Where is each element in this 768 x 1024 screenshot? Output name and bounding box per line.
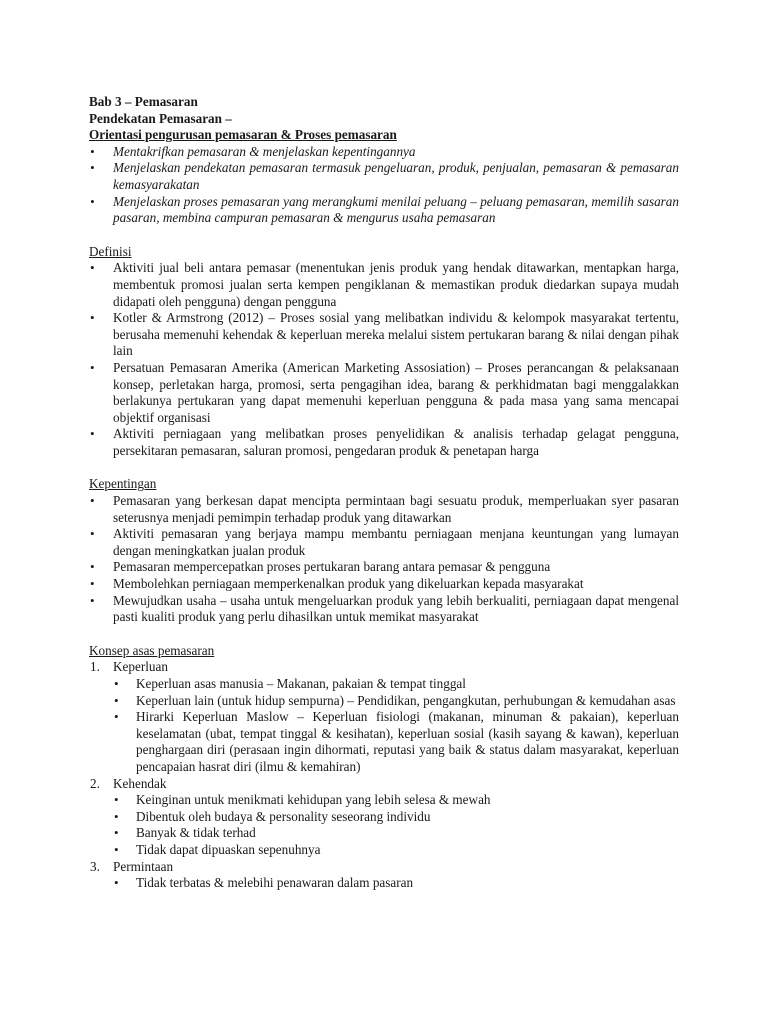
list-item: • Mewujudkan usaha – usaha untuk mengeluarkan produk yang lebih berkualiti, perniagaan dapat mengenal pasti kualiti produk yang perlu dihasilkan untuk memikat masyarakat (89, 593, 679, 626)
konsep-heading: Konsep asas pemasaran (89, 642, 215, 658)
list-item: • Kotler & Armstrong (2012) – Proses sosial yang melibatkan individu & kelompok masyarakat tertentu, berusaha memenuhi kehendak & keperluan mereka melalui sistem pertukaran barang & nilai dengan pihak lain (89, 310, 679, 360)
section-number: 1. (90, 659, 100, 675)
list-item: • Aktiviti pemasaran yang berjaya mampu membantu perniagaan menjana keuntungan yang lumayan dengan meningkatkan jualan produk (89, 526, 679, 559)
sub-list (89, 875, 679, 892)
list-item: • Mentakrifkan pemasaran & menjelaskan kepentingannya (89, 144, 679, 161)
list-item: • Aktiviti jual beli antara pemasar (menentukan jenis produk yang hendak ditawarkan, mentapkan harga, membentuk promosi jualan serta kempen pengiklanan & memastikan produk diedarkan supaya mudah didapati oleh pengguna) dengan pengguna (89, 260, 679, 310)
sub-list (89, 676, 679, 776)
konsep-section (89, 859, 679, 892)
list-item: • Tidak terbatas & melebihi penawaran dalam pasaran (89, 875, 679, 892)
chapter-title: Bab 3 – Pemasaran (89, 94, 198, 109)
list-item: • Menjelaskan pendekatan pemasaran termasuk pengeluaran, produk, penjualan, pemasaran & pemasaran kemasyarakatan (89, 160, 679, 193)
list-item: • Keperluan lain (untuk hidup sempurna) – Pendidikan, pengangkutan, perhubungan & kemudahan asas (89, 693, 679, 710)
list-item: • Hirarki Keperluan Maslow – Keperluan fisiologi (makanan, minuman & pakaian), keperluan keselamatan (ubat, tempat tinggal & kesihatan), keperluan sosial (kasih sayang & kawan), keperluan penghargaan diri (perasaan ingin dihormati, reputasi yang baik & status dalam masyarakat, keperluan pencapaian hasrat diri (ilmu & kemahiran) (89, 709, 679, 775)
list-item: • Dibentuk oleh budaya & personality seseorang individu (89, 809, 679, 826)
definisi-list (89, 260, 679, 459)
section-label: Kehendak (113, 775, 167, 791)
kepentingan-list (89, 493, 679, 626)
kepentingan-heading: Kepentingan (89, 476, 157, 492)
list-item: • Keinginan untuk menikmati kehidupan yang lebih selesa & mewah (89, 792, 679, 809)
section-topics: Orientasi pengurusan pemasaran & Proses pemasaran (89, 127, 397, 143)
section-subtitle: Pendekatan Pemasaran – (89, 110, 232, 126)
section-number: 3. (90, 858, 100, 874)
konsep-section (89, 776, 679, 859)
document-body (89, 94, 679, 892)
list-item: • Membolehkan perniagaan memperkenalkan produk yang dikeluarkan kepada masyarakat (89, 576, 679, 593)
list-item: • Pemasaran yang berkesan dapat mencipta permintaan bagi sesuatu produk, memperluakan syer pasaran seterusnya menjadi pemimpin terhadap produk yang ditawarkan (89, 493, 679, 526)
section-label: Keperluan (113, 659, 168, 675)
list-item: • Keperluan asas manusia – Makanan, pakaian & tempat tinggal (89, 676, 679, 693)
list-item: • Aktiviti perniagaan yang melibatkan proses penyelidikan & analisis terhadap gelagat pengguna, persekitaran pemasaran, saluran promosi, pengedaran produk & penetapan harga (89, 426, 679, 459)
list-item: • Pemasaran mempercepatkan proses pertukaran barang antara pemasar & pengguna (89, 559, 679, 576)
list-item: • Menjelaskan proses pemasaran yang merangkumi menilai peluang – peluang pemasaran, memilih sasaran pasaran, membina campuran pemasaran & mengurus usaha pemasaran (89, 194, 679, 227)
list-item: • Banyak & tidak terhad (89, 825, 679, 842)
list-item: • Tidak dapat dipuaskan sepenuhnya (89, 842, 679, 859)
sub-list (89, 792, 679, 858)
konsep-section (89, 659, 679, 775)
konsep-list (89, 659, 679, 891)
list-item: • Persatuan Pemasaran Amerika (American Marketing Assosiation) – Proses perancangan & pelaksanaan konsep, perletakan harga, promosi, serta pengagihan idea, barang & perkhidmatan bagi menggalakkan berlakunya pertukaran yang dapat memenuhi keperluan pengguna & pada masa yang sama mencapai objektif organisasi (89, 360, 679, 426)
section-label: Permintaan (113, 858, 174, 874)
objectives-list (89, 144, 679, 227)
section-number: 2. (90, 775, 100, 791)
definisi-heading: Definisi (89, 243, 132, 259)
